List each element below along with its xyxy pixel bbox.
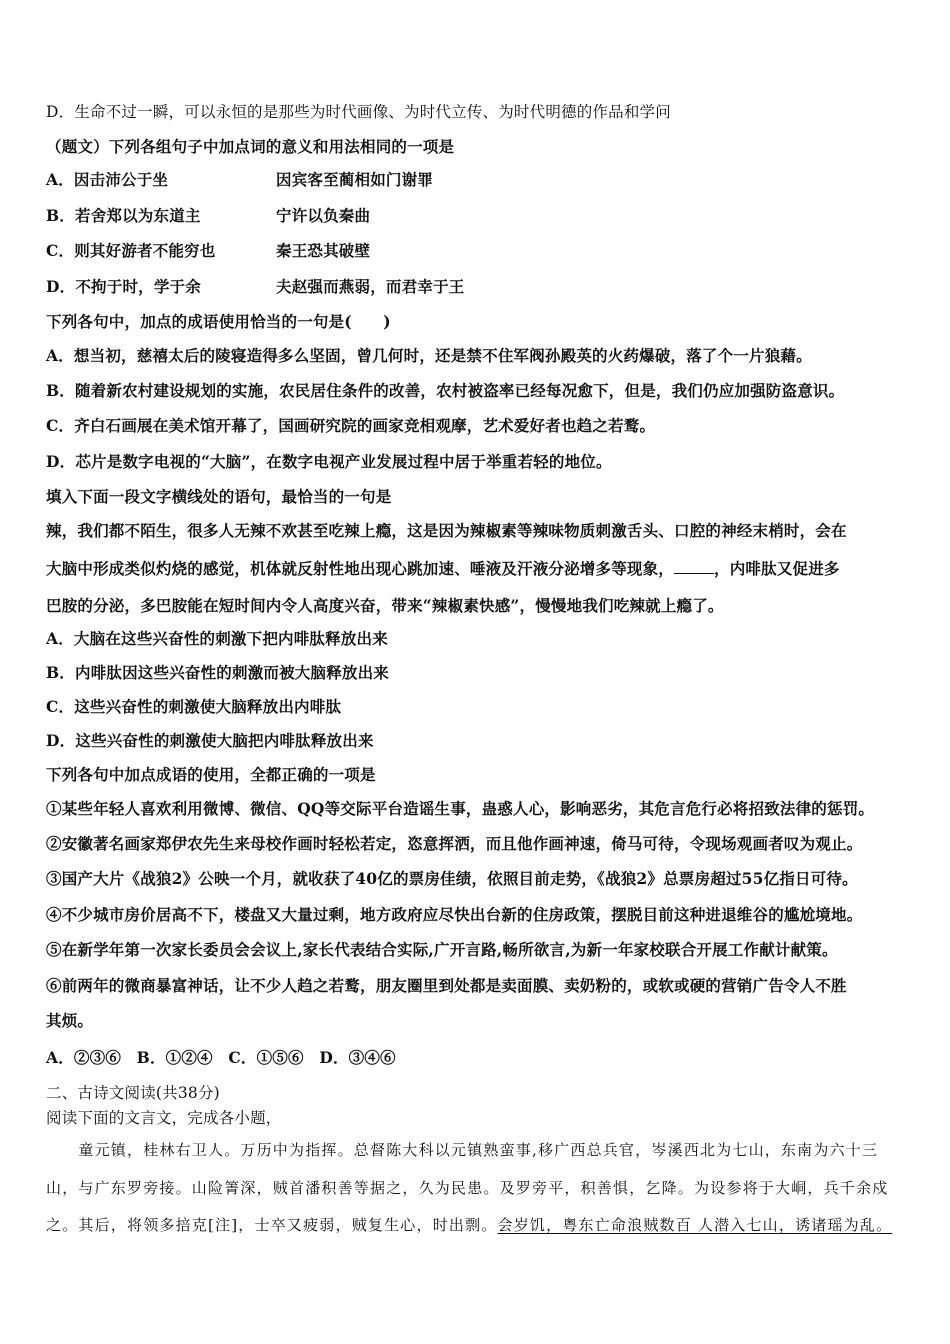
choice-c: C．①⑤⑥ [228,1048,304,1067]
option-b-first: B．若舍郑以为东道主 [46,206,201,225]
sentence-5: ⑤在新学年第一次家长委员会会议上,家长代表结合实际,广开言路,畅所欲言,为新一年家校联合开展工作献计献策。 [46,940,838,959]
sentence-2: ②安徽著名画家郑伊农先生来母校作画时轻松若定，恣意挥洒，而且他作画神速，倚马可待，令现场观画者叹为观止。 [46,834,863,853]
passage-line-3: 巴胺的分泌，多巴胺能在短时间内令人高度兴奋，带来“辣椒素快感”，慢慢地我们吃辣就上瘾了。 [46,596,724,615]
classical-text-line-2: 山，与广东罗旁接。山险箐深，贼首潘积善等据之，久为民患。及罗旁平，积善惧，乞降。为设参将于大峒，兵千余戍 [46,1179,889,1197]
option-a-second: 因宾客至蔺相如门谢罪 [276,170,434,189]
section-heading: 二、古诗文阅读(共38分) [46,1084,220,1102]
underlined-sentence: 会岁饥，粤东亡命浪贼数百 人潜入七山，诱诸瑶为乱。 [497,1216,893,1234]
option-d-second: 夫赵强而燕弱，而君幸于王 [276,277,465,296]
idiom-option-c: C．齐白石画展在美术馆开幕了，国画研究院的画家竞相观摩，艺术爱好者也趋之若鹜。 [46,416,656,435]
classical-text-line-1: 童元镇，桂林右卫人。万历中为指挥。总督陈大科以元镇熟蛮事,移广西总兵官，岑溪西北为七山，东南为六十三 [46,1141,879,1159]
option-d-word-pair [46,277,465,297]
choice-a: A．②③⑥ [46,1048,122,1067]
passage-line-2-end: ，内啡肽又促进多 [714,559,840,578]
sentence-4: ④不少城市房价居高不下，楼盘又大量过剩，地方政府应尽快出台新的住房政策，摆脱目前这种进退维谷的尴尬境地。 [46,905,863,924]
idiom-option-d: D．芯片是数字电视的“大脑”，在数字电视产业发展过程中居于举重若轻的地位。 [46,452,612,471]
option-c-word-pair [46,241,371,261]
question-fill-blank: 填入下面一段文字横线处的语句，最恰当的一句是 [46,487,392,506]
passage-line-1: 辣，我们都不陌生，很多人无辣不欢甚至吃辣上瘾，这是因为辣椒素等辣味物质刺激舌头、口腔的神经末梢时，会在 [46,521,847,540]
fill-option-b: B．内啡肽因这些兴奋性的刺激而被大脑释放出来 [46,663,390,682]
sentence-3: ③国产大片《战狼2》公映一个月，就收获了40亿的票房佳绩，依照目前走势，《战狼2》总票房超过55亿指日可待。 [46,869,858,888]
option-c-first: C．则其好游者不能穷也 [46,241,216,260]
fill-option-d: D．这些兴奋性的刺激使大脑把内啡肽释放出来 [46,731,374,750]
option-b-word-pair [46,206,371,226]
fill-option-c: C．这些兴奋性的刺激使大脑释放出内啡肽 [46,697,342,716]
passage-line-2-start: 大脑中形成类似灼烧的感觉，机体就反射性地出现心跳加速、唾液及汗液分泌增多等现象， [46,559,675,578]
idiom-option-b: B．随着新农村建设规划的实施，农民居住条件的改善，农村被盗率已经每况愈下，但是，我们仍应加强防盗意识。 [46,381,845,400]
option-a-first: A．因击沛公于坐 [46,170,169,189]
question-idiom-usage: 下列各句中，加点的成语使用恰当的一句是( ) [46,312,391,331]
sentence-1: ①某些年轻人喜欢利用微博、微信、QQ等交际平台造谣生事，蛊惑人心，影响恶劣，其危言危行必将招致法律的惩罚。 [46,799,875,818]
choice-b: B．①②④ [136,1048,213,1067]
question-idioms-all-correct: 下列各句中加点成语的使用，全都正确的一项是 [46,765,376,784]
classical-text-line-3-start: 之。其后，将领多掊克[注]，士卒又疲弱，贼复生心，时出剽。 [46,1216,498,1234]
option-d-first: D．不拘于时，学于余 [46,277,201,296]
reading-instruction: 阅读下面的文言文，完成各小题， [46,1109,282,1127]
classical-text-line-3 [46,1215,892,1235]
option-a-word-pair [46,170,434,190]
answer-blank [674,561,714,574]
fill-option-a: A．大脑在这些兴奋性的刺激下把内啡肽释放出来 [46,629,388,648]
question-classical-words: （题文）下列各组句子中加点词的意义和用法相同的一项是 [46,137,455,156]
option-d-previous-question: D．生命不过一瞬，可以永恒的是那些为时代画像、为时代立传、为时代明德的作品和学问 [46,103,671,121]
option-c-second: 秦王恐其破壁 [276,241,371,260]
passage-line-2 [46,559,840,579]
option-b-second: 宁许以负秦曲 [276,206,371,225]
answer-choices [46,1048,396,1068]
sentence-6: ⑥前两年的微商暴富神话，让不少人趋之若鹜，朋友圈里到处都是卖面膜、卖奶粉的，或软或硬的营销广告令人不胜 [46,976,847,995]
idiom-option-a: A．想当初，慈禧太后的陵寝造得多么坚固，曾几何时，还是禁不住军阀孙殿英的火药爆破，落了个一片狼藉。 [46,346,812,365]
sentence-6-end: 其烦。 [46,1011,94,1030]
choice-d: D．③④⑥ [319,1048,396,1067]
